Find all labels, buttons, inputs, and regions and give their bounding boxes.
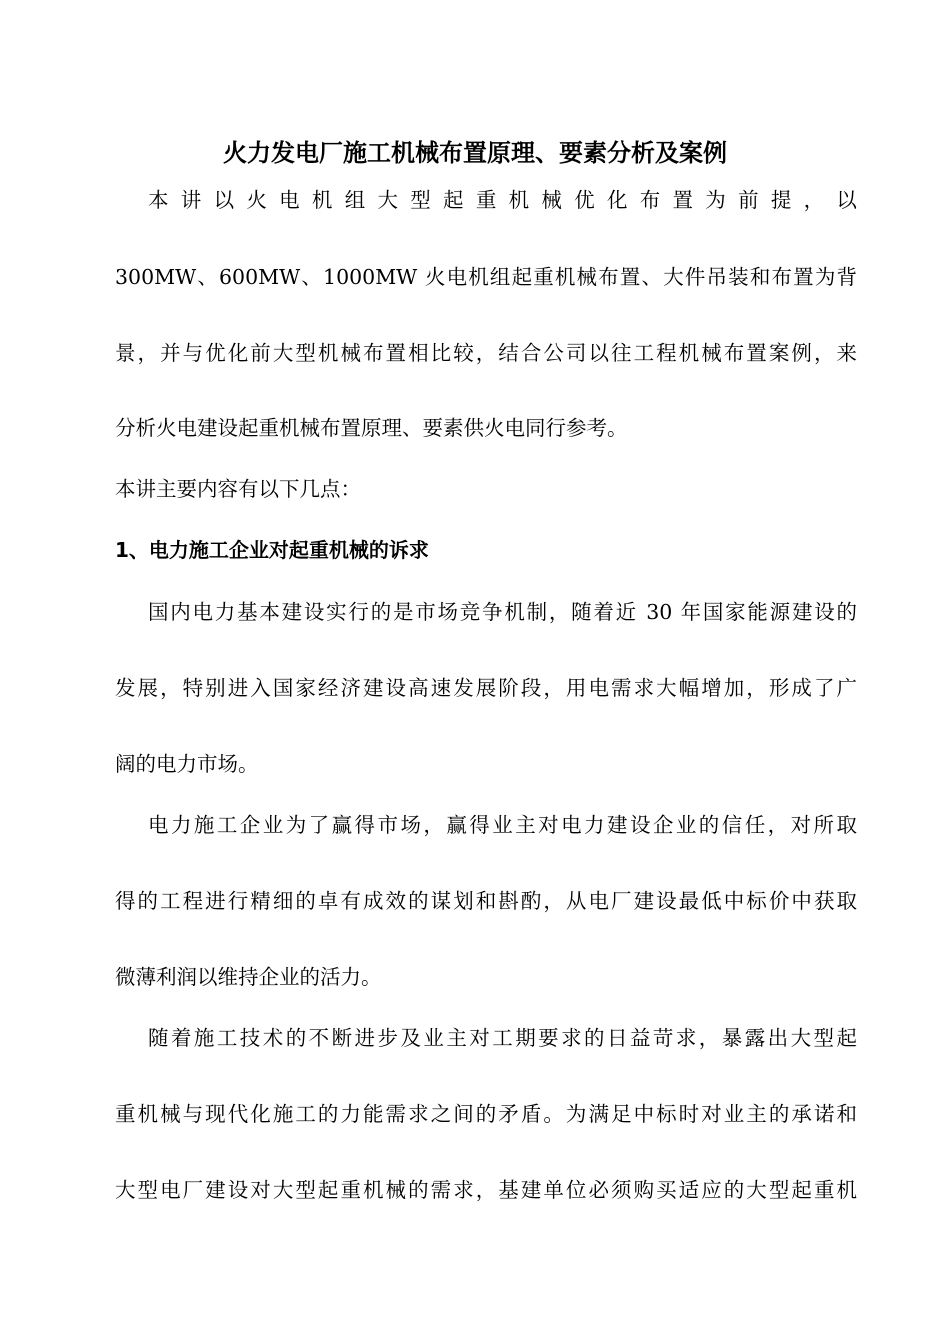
- paragraph-1-line-2: 发展，特别进入国家经济建设高速发展阶段，用电需求大幅增加，形成了广: [115, 676, 857, 700]
- document-title: 火力发电厂施工机械布置原理、要素分析及案例: [223, 138, 727, 167]
- paragraph-2-line-2: 得的工程进行精细的卓有成效的谋划和斟酌，从电厂建设最低中标价中获取: [115, 889, 857, 913]
- intro-line-1-char: 为: [705, 188, 726, 212]
- intro-line-1-char: ，: [803, 188, 825, 212]
- intro-line-1-char: 起: [443, 188, 464, 212]
- summary-text: 本讲主要内容有以下几点：: [115, 477, 361, 501]
- paragraph-3-line-1: 随着施工技术的不断进步及业主对工期要求的日益苛求，暴露出大型起: [148, 1026, 857, 1050]
- intro-line-1-char: 讲: [180, 188, 202, 212]
- intro-line-1-char: 机: [508, 188, 530, 212]
- intro-line-1-char: 电: [279, 188, 300, 212]
- intro-line-1-char: 重: [475, 188, 497, 212]
- intro-line-1-char: 以: [836, 188, 857, 212]
- intro-line-1-char: 型: [410, 188, 431, 212]
- paragraph-3-line-3: 大型电厂建设对大型起重机械的需求，基建单位必须购买适应的大型起重机: [115, 1178, 857, 1202]
- intro-line-1-char: 本: [148, 188, 169, 212]
- intro-line-1-char: 组: [344, 188, 366, 212]
- intro-line-1-char: 化: [606, 188, 628, 212]
- intro-line-4: 分析火电建设起重机械布置原理、要素供火电同行参考。: [115, 416, 628, 440]
- intro-line-1-char: 布: [639, 188, 661, 212]
- intro-line-1-char: 前: [738, 188, 759, 212]
- intro-line-1-char: 提: [770, 188, 792, 212]
- paragraph-2-line-1: 电力施工企业为了赢得市场，赢得业主对电力建设企业的信任，对所取: [148, 813, 857, 837]
- paragraph-3-line-2: 重机械与现代化施工的力能需求之间的矛盾。为满足中标时对业主的承诺和: [115, 1102, 857, 1126]
- intro-line-1-char: 大: [377, 188, 398, 212]
- intro-line-1-char: 置: [672, 188, 693, 212]
- intro-line-1: [148, 183, 857, 217]
- intro-line-1-char: 优: [574, 188, 595, 212]
- intro-line-1-char: 火: [246, 188, 267, 212]
- section-heading: 1、电力施工企业对起重机械的诉求: [115, 538, 429, 562]
- intro-line-3: 景，并与优化前大型机械布置相比较，结合公司以往工程机械布置案例，来: [115, 341, 857, 365]
- intro-line-1-char: 以: [213, 188, 235, 212]
- paragraph-1-line-3: 阔的电力市场。: [115, 752, 259, 776]
- intro-line-2: 300MW、600MW、1000MW 火电机组起重机械布置、大件吊装和布置为背: [115, 265, 857, 289]
- intro-line-1-char: 械: [541, 188, 562, 212]
- intro-line-1-char: 机: [311, 188, 333, 212]
- paragraph-1-line-1: 国内电力基本建设实行的是市场竞争机制，随着近 30 年国家能源建设的: [148, 600, 857, 624]
- paragraph-2-line-3: 微薄利润以维持企业的活力。: [115, 965, 382, 989]
